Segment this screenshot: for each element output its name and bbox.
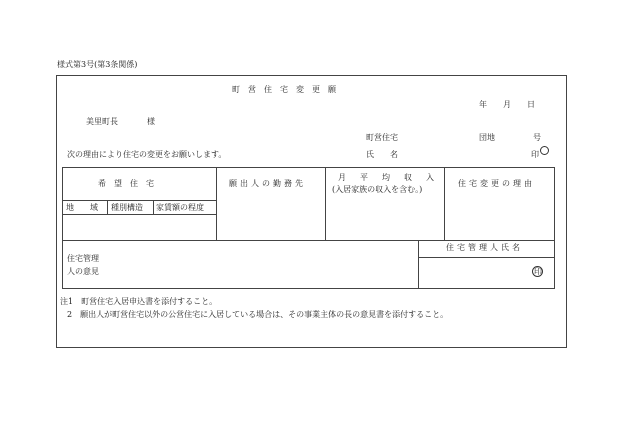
block-label: 団地 <box>479 133 495 142</box>
table-right-border <box>554 167 555 289</box>
table-sub-divider-2 <box>153 200 154 214</box>
header-desired-housing: 希望住宅 <box>98 179 162 188</box>
seal-circle-icon <box>540 146 549 155</box>
manager-opinion-label-1: 住宅管理 <box>67 254 99 263</box>
subheader-structure: 種別構造 <box>111 203 143 212</box>
table-subrow-line <box>62 214 216 215</box>
note-1: 注1 町営住宅入居申込書を添付すること。 <box>60 297 218 306</box>
form-title: 町営住宅変更願 <box>232 85 344 94</box>
table-top-line <box>62 167 555 168</box>
date-field: 年 月 日 <box>479 100 535 109</box>
header-income: 月平均収入 <box>338 173 448 182</box>
table-left-border <box>62 167 63 289</box>
number-label: 号 <box>533 133 541 142</box>
manager-opinion-label-2: 人の意見 <box>67 267 99 276</box>
table-mid-line <box>62 240 555 241</box>
subheader-rent: 家賃額の程度 <box>156 203 204 212</box>
name-label: 氏 名 <box>366 150 398 159</box>
addressee: 美里町長 <box>86 117 118 126</box>
table-col-divider-1 <box>216 167 217 240</box>
honorific: 様 <box>147 117 155 126</box>
header-reason: 住宅変更の理由 <box>458 179 535 188</box>
table-subheader-line <box>62 200 216 201</box>
manager-name-header: 住宅管理人氏名 <box>446 243 523 252</box>
manager-seal-label: 印 <box>534 267 542 276</box>
request-text: 次の理由により住宅の変更をお願いします。 <box>67 150 227 159</box>
manager-header-line <box>418 257 555 258</box>
manager-seal-circle-icon <box>532 266 543 277</box>
header-income-note: (入居家族の収入を含む。) <box>332 185 423 194</box>
table-bottom-line <box>62 288 555 289</box>
form-number-label: 様式第3号(第3条関係) <box>57 60 138 69</box>
table-col-divider-2 <box>325 167 326 240</box>
note-2: 2 願出人が町営住宅以外の公営住宅に入居している場合は、その事業主体の長の意見書を添付すること。 <box>67 310 449 319</box>
housing-label: 町営住宅 <box>366 133 398 142</box>
subheader-area: 地 域 <box>66 203 98 212</box>
header-workplace: 願出人の勤務先 <box>229 179 306 188</box>
seal-label: 印 <box>531 150 539 159</box>
table-sub-divider-1 <box>107 200 108 214</box>
table-manager-divider <box>418 240 419 288</box>
